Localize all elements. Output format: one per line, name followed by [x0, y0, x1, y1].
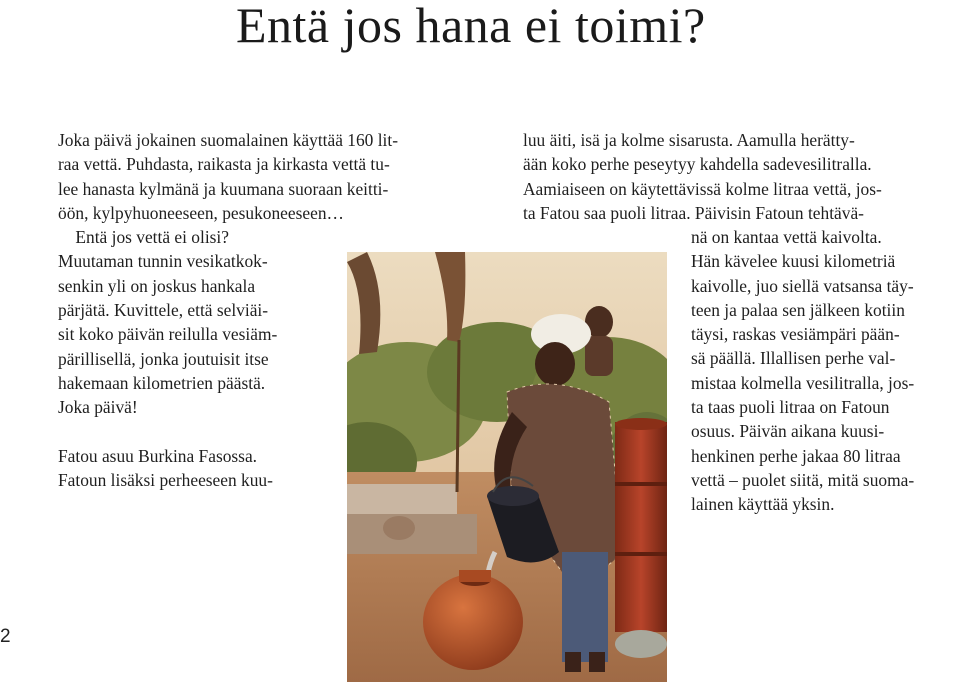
text-line: Muutaman tunnin vesikatkok-	[58, 251, 268, 272]
photo-woman-pouring-water	[347, 252, 667, 682]
text-line: ta taas puoli litraa on Fatoun	[691, 397, 890, 418]
right-text-column	[691, 225, 914, 517]
text-line: mistaa kolmella vesilitralla, jos-	[691, 372, 915, 393]
text-line: raa vettä. Puhdasta, raikasta ja kirkasta vettä tu-	[58, 154, 390, 175]
middle-text-column	[523, 128, 882, 225]
photo-illustration	[347, 252, 667, 682]
text-line: Fatou asuu Burkina Fasossa.	[58, 445, 258, 466]
text-line: sit koko päivän reilulla vesiäm-	[58, 324, 278, 345]
text-line: ään koko perhe peseytyy kahdella sadevesilitralla.	[523, 154, 872, 175]
text-line: teen ja palaa sen jälkeen kotiin	[691, 299, 905, 320]
text-line: lainen käyttää yksin.	[691, 494, 835, 515]
text-line: öön, kylpyhuoneeseen, pesukoneeseen…	[58, 202, 344, 223]
text-line: pärjätä. Kuvittele, että selviäi-	[58, 300, 269, 321]
page-title: Entä jos hana ei toimi?	[236, 0, 706, 53]
text-line: hakemaan kilometrien päästä.	[58, 372, 266, 393]
text-line: senkin yli on joskus hankala	[58, 275, 256, 296]
text-line: Fatoun lisäksi perheeseen kuu-	[58, 470, 273, 491]
text-line: kaivolle, juo siellä vatsansa täy-	[691, 275, 914, 296]
text-line: Hän kävelee kuusi kilometriä	[691, 251, 896, 272]
barrel	[615, 418, 667, 658]
text-line: täysi, raskas vesiämpäri pään-	[691, 324, 900, 345]
child-on-back	[585, 306, 613, 376]
text-line: Entä jos vettä ei olisi?	[58, 227, 229, 248]
page-number: 2	[0, 626, 11, 647]
text-line: nä on kantaa vettä kaivolta.	[691, 227, 882, 247]
text-line: ta Fatou saa puoli litraa. Päivisin Fatoun tehtävä-	[523, 202, 864, 223]
text-line: pärillisellä, jonka joutuisit itse	[58, 348, 269, 369]
text-line: Joka päivä jokainen suomalainen käyttää 160 lit-	[58, 130, 398, 150]
text-line: Aamiaiseen on käytettävissä kolme litraa vettä, jos-	[523, 178, 882, 199]
text-line: henkinen perhe jakaa 80 litraa	[691, 445, 901, 466]
text-line: vettä – puolet siitä, mitä suoma-	[691, 469, 915, 490]
text-line: osuus. Päivän aikana kuusi-	[691, 421, 885, 442]
text-line: lee hanasta kylmänä ja kuumana suoraan keitti-	[58, 178, 389, 199]
text-line: luu äiti, isä ja kolme sisarusta. Aamulla herätty-	[523, 130, 855, 150]
text-line: Joka päivä!	[58, 397, 138, 418]
text-line: sä päällä. Illallisen perhe val-	[691, 348, 896, 369]
